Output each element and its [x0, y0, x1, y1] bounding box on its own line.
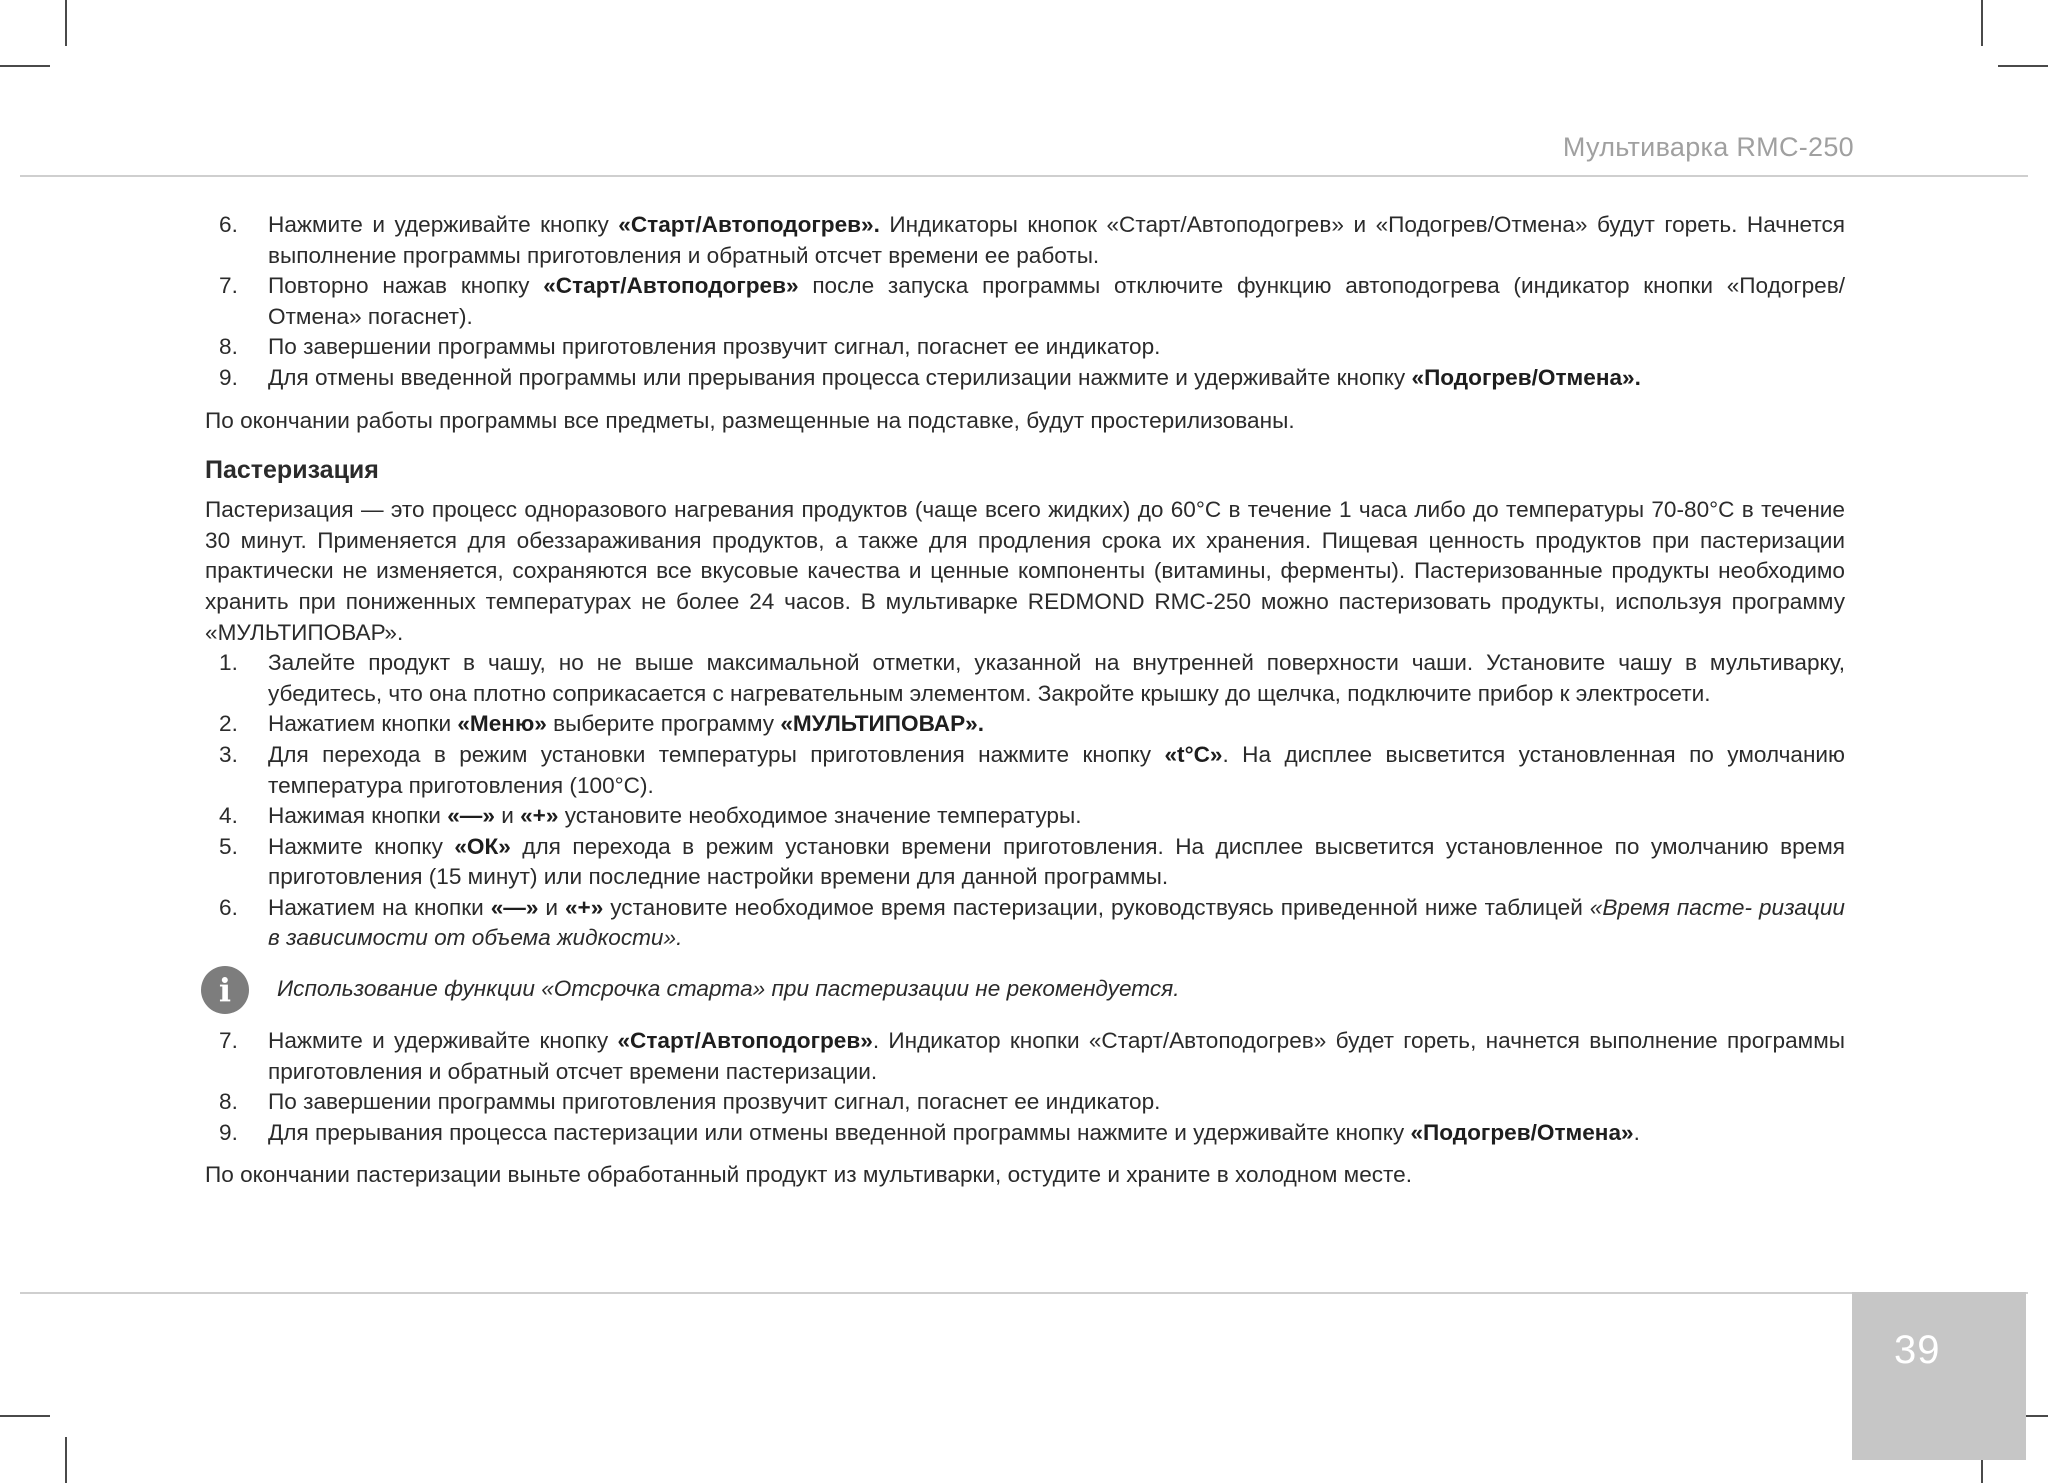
emphasis-text: «+» — [520, 803, 559, 829]
crop-mark-bottom-left — [0, 1415, 50, 1417]
page-number: 39 — [1894, 1328, 1941, 1372]
crop-mark-top-left — [65, 0, 67, 46]
list-item-number: 2. — [219, 711, 238, 737]
list-item — [205, 740, 1845, 801]
list-item-text: после запуска программы отключите функцию автоподогрева (индикатор кнопки «Подогрев/ Отмена» погаснет). — [268, 273, 1845, 329]
list-item-text: и — [494, 803, 521, 829]
info-note-text: Использование функции «Отсрочка старта» при пастеризации не рекомендуется. — [277, 976, 1180, 1002]
list-item-number: 4. — [219, 803, 238, 829]
list-item — [205, 1087, 1845, 1118]
page-number-box — [1852, 1292, 2026, 1460]
emphasis-text: «—» — [490, 894, 539, 920]
list-item — [205, 1118, 1845, 1149]
list-item-text: Для прерывания процесса пастеризации или отмены введенной программы нажмите и удерживайте кнопку — [268, 1119, 1411, 1145]
list-item — [205, 832, 1845, 893]
crop-mark-bottom-left — [65, 1437, 67, 1483]
emphasis-text: «+» — [564, 894, 604, 920]
list-item-text: выберите программу — [546, 711, 781, 737]
steps-list-sterilization — [205, 210, 1845, 394]
list-item-text: Нажмите и удерживайте кнопку — [268, 212, 619, 237]
list-item-text: Повторно нажав кнопку — [268, 273, 544, 299]
emphasis-text: «Подогрев/Отмена» — [1410, 1119, 1634, 1145]
list-item — [205, 709, 1845, 740]
list-item-text: Нажмите кнопку — [268, 833, 455, 859]
list-item-number: 7. — [219, 273, 238, 299]
italic-text: «Время пасте- ризации в зависимости от объема жидкости». — [268, 894, 1845, 951]
emphasis-text: «Старт/Автоподогрев» — [543, 273, 799, 299]
emphasis-text: «t°C» — [1164, 741, 1223, 767]
emphasis-text: «—» — [447, 803, 495, 829]
emphasis-text: «Старт/Автоподогрев». — [618, 212, 880, 237]
list-item — [205, 210, 1845, 271]
list-item-text: . — [1633, 1119, 1640, 1145]
info-icon: i — [201, 966, 249, 1014]
list-item-text: Для перехода в режим установки температуры приготовления нажмите кнопку — [268, 741, 1165, 767]
list-item-number: 8. — [219, 334, 238, 360]
list-item-text: и — [538, 894, 565, 920]
list-item-text: установите необходимое значение температуры. — [558, 803, 1082, 829]
emphasis-text: «МУЛЬТИПОВАР». — [780, 711, 985, 737]
list-item-text: Залейте продукт в чашу, но не выше максимальной отметки, указанной на внутренней поверхности чаши. Установите чашу в мультиварку, убедитесь, что она плотно соприкасается с нагревательным элементом. Закройте крышку до щелчка, подключите прибор к электросети. — [268, 650, 1845, 706]
steps-list-pasteurization — [205, 648, 1845, 954]
list-item-text: Для отмены введенной программы или прерывания процесса стерилизации нажмите и удерживайте кнопку — [268, 364, 1412, 390]
list-item-number: 6. — [219, 212, 238, 237]
page-content — [205, 210, 1845, 1191]
crop-mark-top-left — [0, 65, 50, 67]
list-item-number: 9. — [219, 364, 238, 390]
list-item-text: . На дисплее высветится установленная по умолчанию температура приготовления (100°C). — [268, 741, 1845, 798]
list-item-text: Индикаторы кнопок «Старт/Автоподогрев» и «Подогрев/Отмена» будут гореть. Начнется выполнение программы приготовления и обратный отсчет времени ее работы. — [268, 212, 1845, 268]
paragraph-sterilization-result: По окончании работы программы все предметы, размещенные на подставке, будут простерилизованы. — [205, 407, 1295, 433]
list-item — [205, 271, 1845, 332]
list-item — [205, 801, 1845, 832]
list-item-number: 3. — [219, 741, 238, 767]
paragraph-final: По окончании пастеризации выньте обработанный продукт из мультиварки, остудите и храните в холодном месте. — [205, 1162, 1412, 1188]
list-item — [205, 648, 1845, 709]
section-title: Пастеризация — [205, 456, 379, 485]
emphasis-text: «Старт/Автоподогрев» — [617, 1028, 873, 1054]
emphasis-text: «ОК» — [454, 833, 511, 859]
list-item-number: 1. — [219, 650, 238, 676]
list-item-number: 8. — [219, 1089, 238, 1115]
list-item-text: Нажатием кнопки — [268, 711, 458, 737]
list-item-text: По завершении программы приготовления прозвучит сигнал, погаснет ее индикатор. — [268, 334, 1161, 360]
list-item-text: установите необходимое время пастеризации, руководствуясь приведенной ниже таблицей — [603, 894, 1590, 920]
list-item-number: 9. — [219, 1119, 238, 1145]
header-title: Мультиварка RMC-250 — [1562, 132, 1854, 162]
footer-divider — [20, 1292, 2028, 1294]
list-item-text: Нажатием на кнопки — [268, 894, 491, 920]
list-item — [205, 893, 1845, 954]
crop-mark-top-right — [1981, 0, 1983, 46]
list-item-text: По завершении программы приготовления прозвучит сигнал, погаснет ее индикатор. — [268, 1089, 1161, 1115]
list-item — [205, 363, 1845, 394]
list-item — [205, 1026, 1845, 1087]
list-item-number: 7. — [219, 1028, 238, 1054]
list-item-text: . Индикатор кнопки «Старт/Автоподогрев» будет гореть, начнется выполнение программы приготовления и обратный отсчет времени пастеризации. — [268, 1028, 1845, 1084]
list-item-text: Нажмите и удерживайте кнопку — [268, 1028, 618, 1054]
list-item-number: 6. — [219, 894, 238, 920]
info-note — [205, 960, 1845, 1016]
list-item-text: Нажимая кнопки — [268, 803, 448, 829]
emphasis-text: «Подогрев/Отмена». — [1411, 364, 1641, 390]
list-item-text: для перехода в режим установки времени приготовления. На дисплее высветится установленное по умолчанию время приготовления (15 минут) или последние настройки времени для данной программы. — [268, 833, 1845, 890]
section-intro: Пастеризация — это процесс одноразового нагревания продуктов (чаще всего жидких) до 60°C в течение 1 часа либо до температуры 70-80°C в течение 30 минут. Применяется для обеззараживания продуктов, а также для продления срока их хранения. Пищевая ценность продуктов при пастеризации практически не изменяется, сохраняются все вкусовые качества и ценные компоненты (витамины, ферменты). Пастеризованные продукты необходимо хранить при пониженных температурах не более 24 часов. В мультиварке REDMOND RMC-250 можно пастеризовать продукты, используя программу «МУЛЬТИПОВАР». — [205, 497, 1845, 645]
crop-mark-top-right — [1998, 65, 2048, 67]
list-item — [205, 332, 1845, 363]
list-item-number: 5. — [219, 833, 238, 859]
header-divider — [20, 175, 2028, 177]
emphasis-text: «Меню» — [457, 711, 547, 737]
steps-list-pasteurization-continued — [205, 1026, 1845, 1148]
